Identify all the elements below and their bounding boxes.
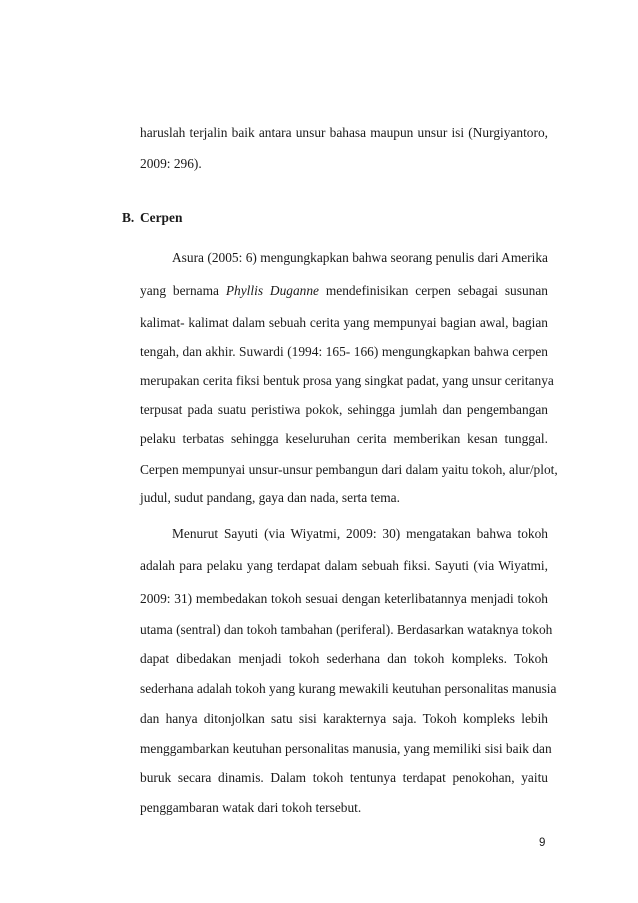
text-line: sederhana adalah tokoh yang kurang mewakili keutuhan personalitas manusia (140, 681, 557, 696)
text-line: utama (sentral) dan tokoh tambahan (periferal). Berdasarkan wataknya tokoh (140, 622, 553, 637)
text-line: penggambaran watak dari tokoh tersebut. (140, 800, 362, 815)
text-line: merupakan cerita fiksi bentuk prosa yang singkat padat, yang unsur ceritanya (140, 373, 554, 388)
text-line: 2009: 296). (140, 156, 202, 171)
text-segment: yang bernama (140, 283, 226, 298)
text-line: Menurut Sayuti (via Wiyatmi, 2009: 30) mengatakan bahwa tokoh (172, 526, 548, 541)
text-line: kalimat- kalimat dalam sebuah cerita yang mempunyai bagian awal, bagian (140, 315, 548, 330)
text-line: menggambarkan keutuhan personalitas manusia, yang memiliki sisi baik dan (140, 741, 552, 756)
text-line: dan hanya ditonjolkan satu sisi karakternya saja. Tokoh kompleks lebih (140, 711, 548, 726)
text-segment: mendefinisikan cerpen sebagai susunan (319, 283, 548, 298)
text-line: judul, sudut pandang, gaya dan nada, serta tema. (140, 490, 400, 505)
text-line: pelaku terbatas sehingga keseluruhan cerita memberikan kesan tunggal. (140, 431, 548, 446)
text-line: adalah para pelaku yang terdapat dalam sebuah fiksi. Sayuti (via Wiyatmi, (140, 558, 548, 573)
section-heading (122, 210, 182, 226)
text-line: terpusat pada suatu peristiwa pokok, sehingga jumlah dan pengembangan (140, 402, 548, 417)
text-line: haruslah terjalin baik antara unsur bahasa maupun unsur isi (Nurgiyantoro, (140, 125, 548, 140)
text-line (140, 283, 548, 299)
section-title: Cerpen (140, 210, 183, 225)
section-letter: B. (122, 210, 135, 225)
text-line: tengah, dan akhir. Suwardi (1994: 165- 166) mengungkapkan bahwa cerpen (140, 344, 548, 359)
page-number: 9 (539, 837, 546, 849)
text-line: dapat dibedakan menjadi tokoh sederhana dan tokoh kompleks. Tokoh (140, 651, 548, 666)
italic-name: Phyllis Duganne (225, 283, 320, 298)
text-line: 2009: 31) membedakan tokoh sesuai dengan keterlibatannya menjadi tokoh (140, 591, 548, 606)
text-line: Cerpen mempunyai unsur-unsur pembangun dari dalam yaitu tokoh, alur/plot, (140, 462, 558, 477)
text-line: buruk secara dinamis. Dalam tokoh tentunya terdapat penokohan, yaitu (140, 770, 548, 785)
text-line: Asura (2005: 6) mengungkapkan bahwa seorang penulis dari Amerika (172, 250, 548, 265)
